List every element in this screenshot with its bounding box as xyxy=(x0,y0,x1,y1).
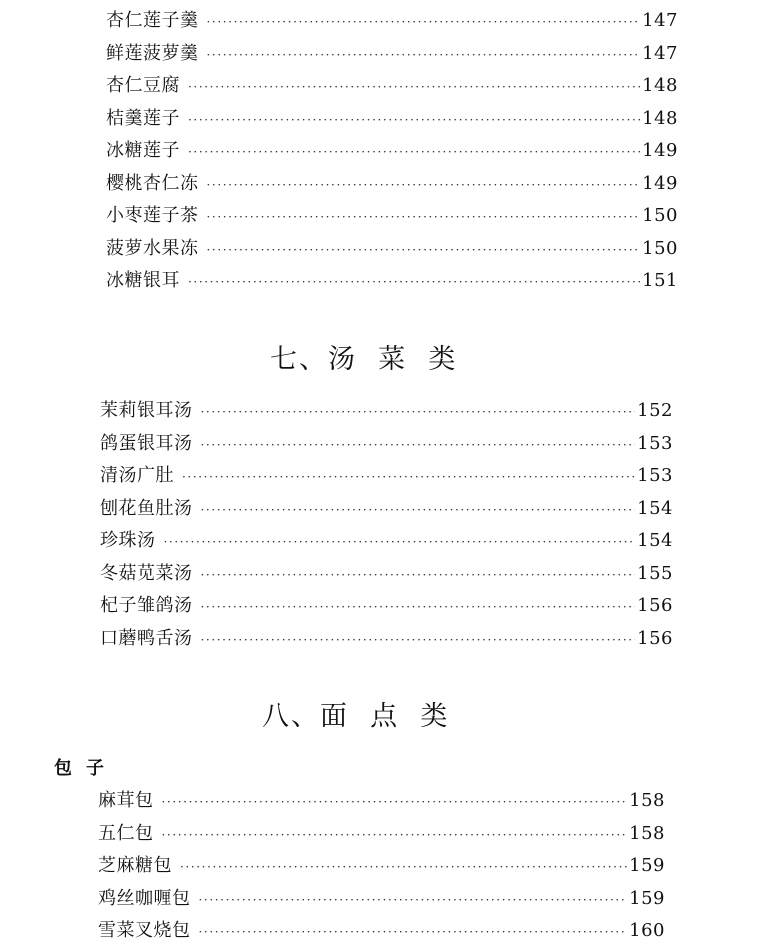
toc-entry-page: 159 xyxy=(629,855,665,876)
toc-entry xyxy=(106,200,678,233)
section-heading-soups: 七、汤 菜 类 xyxy=(270,344,458,375)
toc-entry xyxy=(106,265,678,298)
dot-leader xyxy=(164,526,636,559)
toc-entry-title: 桔羹莲子 xyxy=(106,107,180,129)
toc-entry-page: 153 xyxy=(637,432,673,454)
dot-leader xyxy=(201,494,636,527)
toc-entry-page: 156 xyxy=(637,627,673,649)
dot-leader xyxy=(207,39,641,72)
toc-entry-title: 雪菜叉烧包 xyxy=(98,920,191,941)
toc-entry-title: 鸽蛋银耳汤 xyxy=(100,432,193,454)
toc-entry-title: 冰糖银耳 xyxy=(106,270,180,291)
toc-entry xyxy=(100,460,673,493)
toc-entry-page: 153 xyxy=(637,465,673,486)
toc-entry xyxy=(106,38,678,71)
toc-entry-title: 小枣莲子茶 xyxy=(106,205,199,226)
toc-entry-page: 147 xyxy=(642,42,678,64)
toc-entry-title: 麻茸包 xyxy=(98,790,154,811)
toc-entry xyxy=(98,915,665,948)
dot-leader xyxy=(201,624,636,657)
dot-leader xyxy=(207,169,641,202)
toc-entry xyxy=(100,428,673,461)
toc-entry xyxy=(98,818,665,851)
toc-entry-page: 160 xyxy=(629,920,665,941)
toc-entry-page: 155 xyxy=(637,562,673,584)
toc-entry-title: 杏仁莲子羹 xyxy=(106,10,199,31)
toc-entry-title: 珍珠汤 xyxy=(100,530,156,551)
dot-leader xyxy=(162,819,628,852)
toc-entry xyxy=(100,493,673,526)
toc-entry-page: 151 xyxy=(642,270,678,291)
toc-entry xyxy=(106,233,678,266)
dot-leader xyxy=(182,461,635,494)
dot-leader xyxy=(188,266,640,299)
toc-entry-page: 147 xyxy=(642,10,678,31)
toc-entry xyxy=(106,168,678,201)
toc-entry-title: 冰糖莲子 xyxy=(106,140,180,161)
dot-leader xyxy=(201,396,636,429)
toc-group-desserts xyxy=(106,5,678,298)
dot-leader xyxy=(201,559,636,592)
toc-entry-page: 154 xyxy=(637,530,673,551)
dot-leader xyxy=(188,104,640,137)
toc-entry xyxy=(100,558,673,591)
toc-entry xyxy=(106,103,678,136)
dot-leader xyxy=(199,884,628,917)
toc-entry-page: 148 xyxy=(642,75,678,96)
toc-entry-page: 158 xyxy=(629,790,665,811)
toc-entry-page: 149 xyxy=(642,140,678,161)
toc-entry-title: 口蘑鸭舌汤 xyxy=(100,627,193,649)
dot-leader xyxy=(188,136,640,169)
toc-entry-title: 杏仁豆腐 xyxy=(106,75,180,96)
toc-entry xyxy=(100,525,673,558)
toc-entry-title: 樱桃杏仁冻 xyxy=(106,172,199,194)
dot-leader xyxy=(207,6,641,39)
toc-entry xyxy=(100,590,673,623)
toc-entry-page: 154 xyxy=(637,497,673,519)
toc-entry-title: 五仁包 xyxy=(98,822,154,844)
dot-leader xyxy=(207,234,641,267)
toc-entry xyxy=(100,395,673,428)
toc-entry-page: 148 xyxy=(642,107,678,129)
toc-entry-page: 158 xyxy=(629,822,665,844)
dot-leader xyxy=(180,851,627,884)
toc-entry-page: 159 xyxy=(629,887,665,909)
dot-leader xyxy=(199,916,628,949)
toc-entry-title: 杞子雏鸽汤 xyxy=(100,595,193,616)
dot-leader xyxy=(201,591,636,624)
toc-group-soups xyxy=(100,395,673,655)
dot-leader xyxy=(188,71,640,104)
subgroup-label-buns: 包子 xyxy=(54,758,118,779)
toc-entry-page: 152 xyxy=(637,400,673,421)
toc-entry-title: 鸡丝咖喱包 xyxy=(98,887,191,909)
toc-entry-page: 149 xyxy=(642,172,678,194)
toc-entry xyxy=(98,785,665,818)
toc-entry-page: 150 xyxy=(642,205,678,226)
toc-entry-page: 156 xyxy=(637,595,673,616)
toc-entry-title: 茉莉银耳汤 xyxy=(100,400,193,421)
toc-entry xyxy=(98,883,665,916)
section-heading-pastries: 八、面 点 类 xyxy=(262,701,450,732)
toc-entry-title: 菠萝水果冻 xyxy=(106,237,199,259)
toc-entry xyxy=(106,70,678,103)
toc-group-buns xyxy=(98,785,665,948)
toc-entry-title: 刨花鱼肚汤 xyxy=(100,497,193,519)
toc-entry-title: 鲜莲菠萝羹 xyxy=(106,42,199,64)
toc-entry xyxy=(98,850,665,883)
toc-entry xyxy=(106,135,678,168)
dot-leader xyxy=(201,429,636,462)
toc-entry-title: 芝麻糖包 xyxy=(98,855,172,876)
dot-leader xyxy=(207,201,641,234)
toc-entry-title: 冬菇苋菜汤 xyxy=(100,562,193,584)
dot-leader xyxy=(162,786,628,819)
toc-entry xyxy=(100,623,673,656)
toc-entry xyxy=(106,5,678,38)
toc-entry-title: 清汤广肚 xyxy=(100,465,174,486)
toc-entry-page: 150 xyxy=(642,237,678,259)
